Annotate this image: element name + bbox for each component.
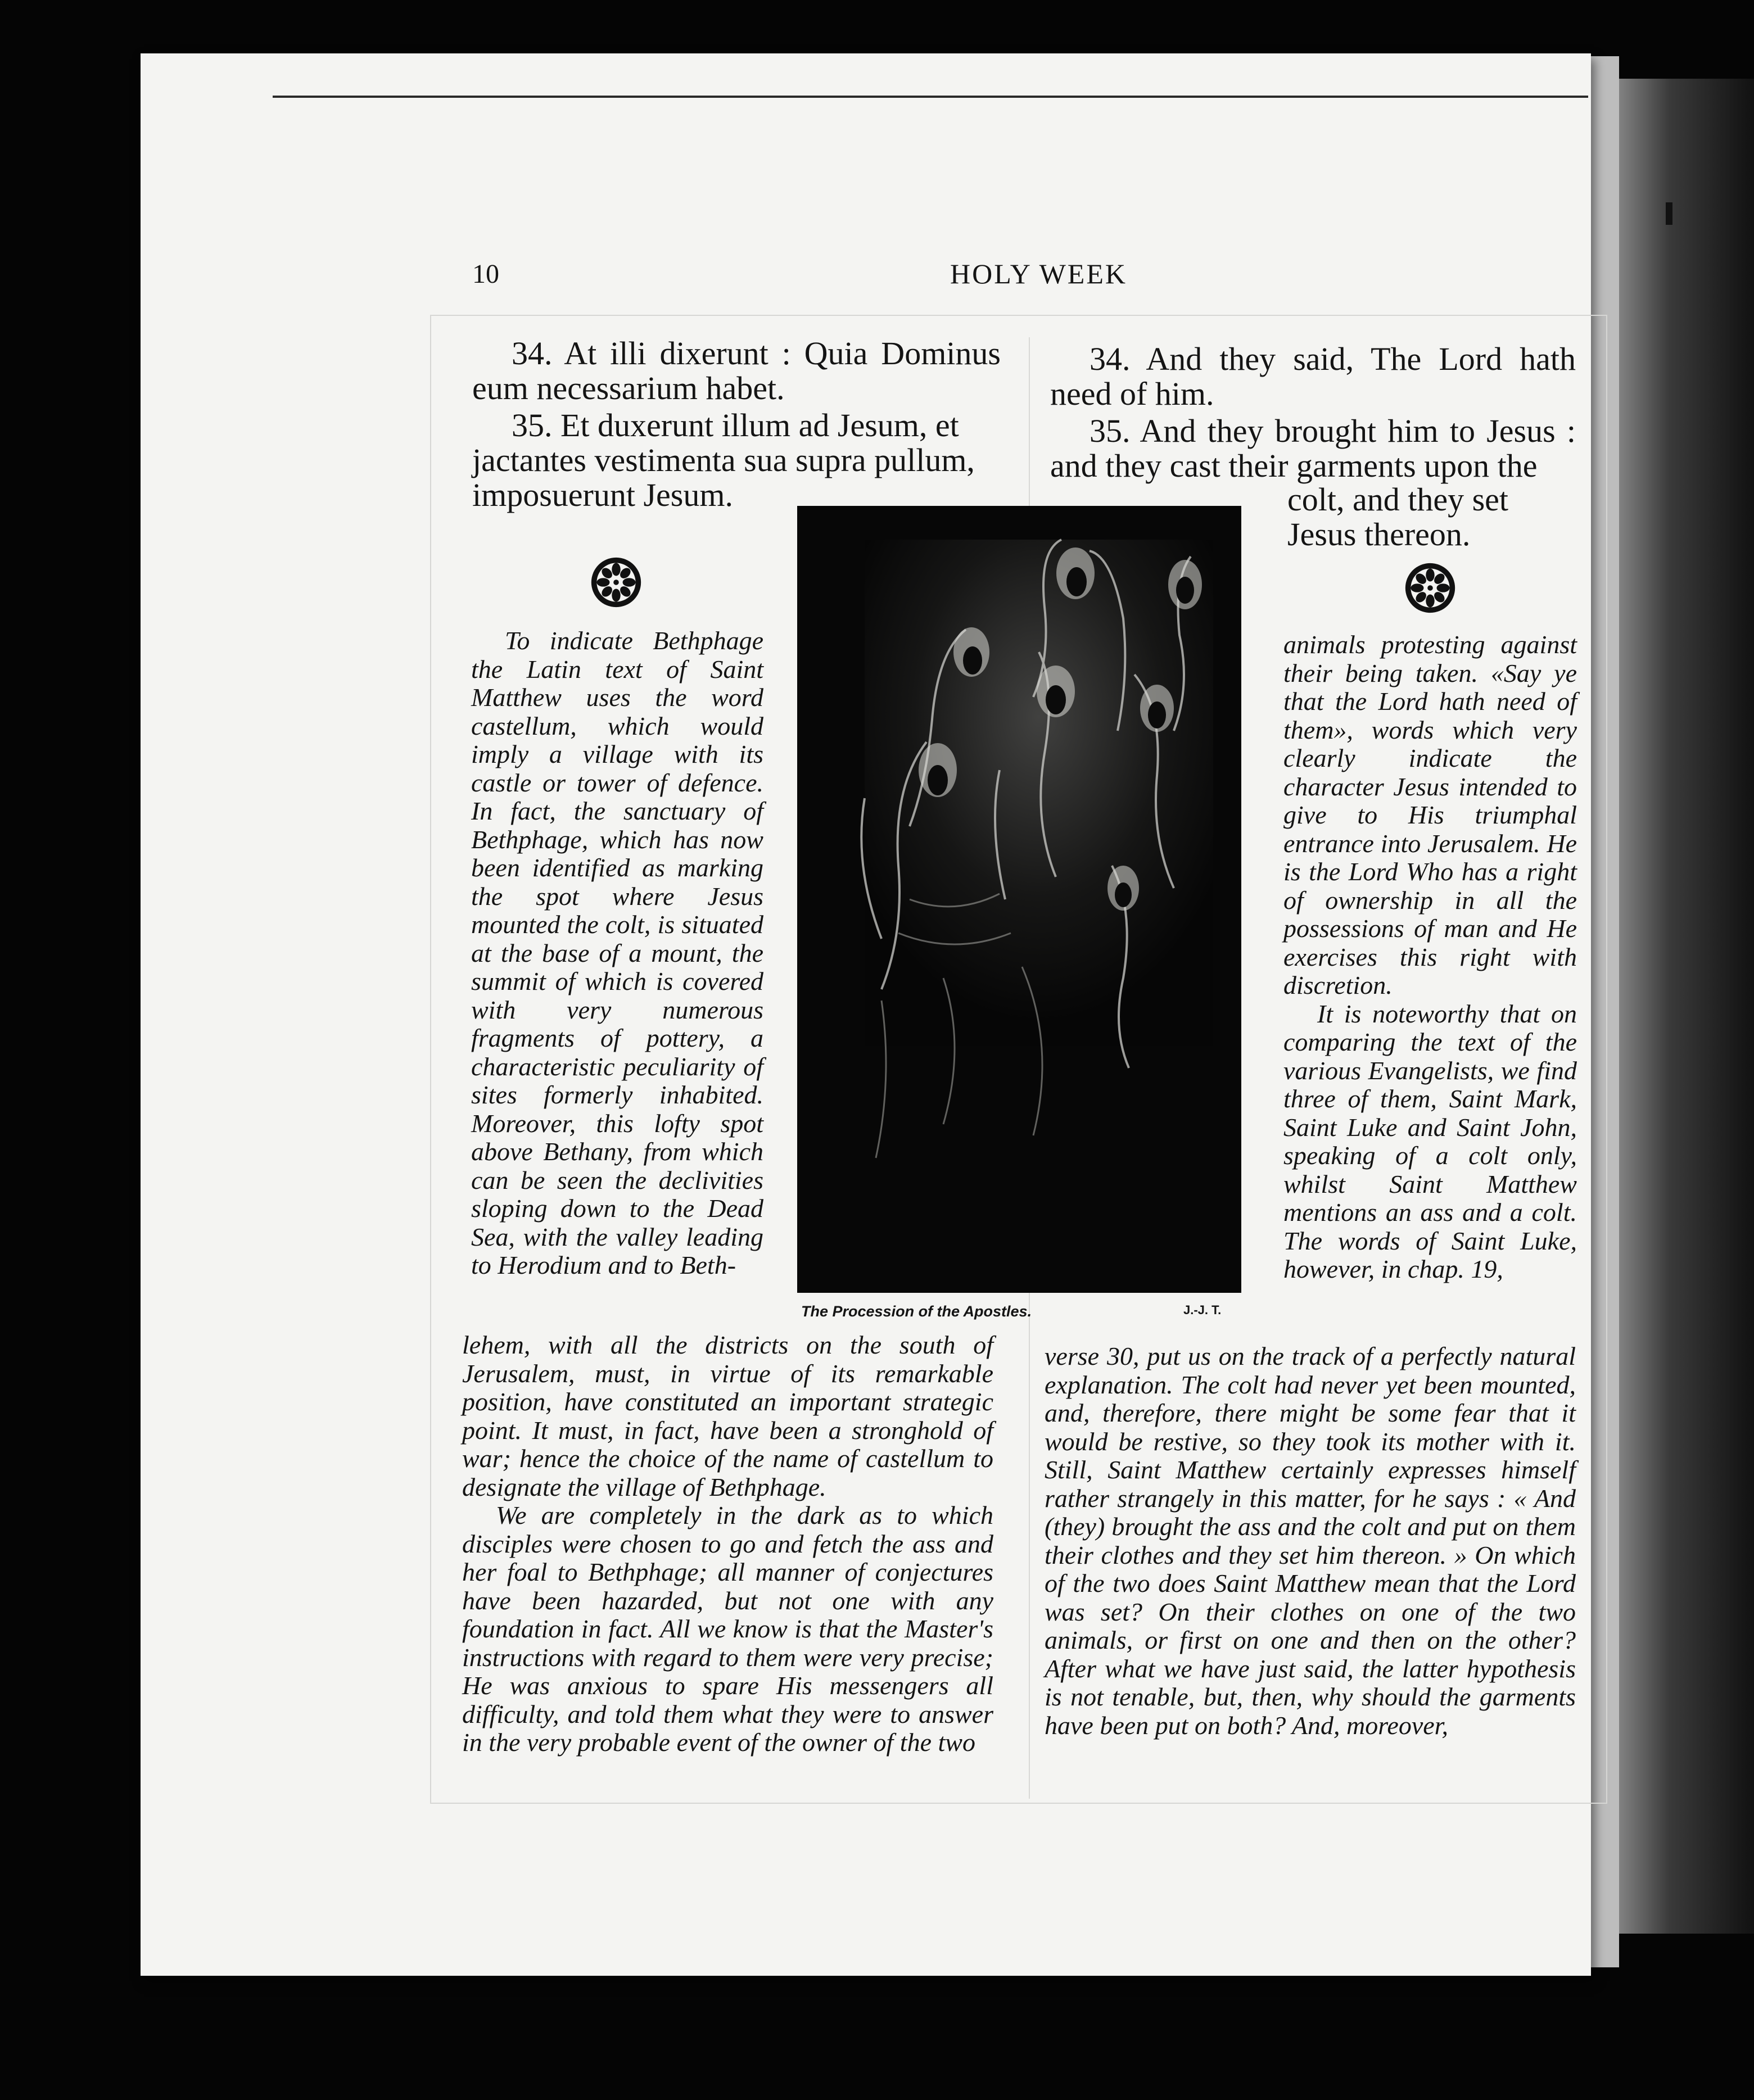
commentary-paragraph: It is noteworthy that on comparing the text of the various Evangelists, we find three of them, Saint Mark, Saint Luke and Saint John, speaking of a colt only, whilst Saint Matthew mentions an ass and a colt. The words of Saint Luke, however, in chap. 19, [1283,999,1577,1283]
latin-verse-35: 35. Et duxerunt illum ad Jesum, et jactantes vestimenta sua supra pullum, imposuerunt Jesum. [472,407,975,513]
commentary-paragraph: lehem, with all the districts on the south of Jerusalem, must, in virtue of its remarkable position, have constituted an important strategic point. It must, in fact, have been a stronghold of war; hence the choice of the name of castellum to designate the village of Bethphage. [462,1330,993,1501]
english-verse-35-tail: colt, and they set Jesus thereon. [1287,481,1509,553]
commentary-paragraph: We are completely in the dark as to which disciples were chosen to go and fetch the ass and her foal to Bethphage; all manner of conjectures have been hazarded, but not one with any foundation in fact. All we know is that the Master's instructions with regard to them were very precise; He was anxious to spare His messengers all difficulty, and told them what they were to answer in the very probable event of the owner of the two [462,1501,993,1757]
procession-illustration [797,506,1241,1293]
english-verse-34: 34. And they said, The Lord hath need of him. [1050,341,1576,412]
rosette-ornament-icon [1403,561,1457,615]
commentary-paragraph: animals protesting against their being taken. «Say ye that the Lord hath need of them», words which very clearly indicate the character Jesus intended to give to His triumphal entrance into Jerusalem. He is the Lord Who has a right of ownership in all the possessions of man and He exercises this right with discretion. [1283,630,1577,999]
rosette-ornament-icon [589,555,643,609]
page-edge-mark [1666,202,1672,225]
english-verse-35-tail-block [1287,482,1580,552]
figure-caption: The Procession of the Apostles. [801,1303,1032,1320]
commentary-paragraph: verse 30, put us on the track of a perfectly natural explanation. The colt had never yet been mounted, and, therefore, there might be some fear that it would be restive, so they took its mother with it. Still, Saint Matthew certainly expresses himself rather strangely in this matter, for he says : « And (they) brought the ass and the colt and put on them their clothes and they set him thereon. » On which of the two does Saint Matthew mean that the Lord was set? On their clothes on one of the two animals, or first on one and then on the other? After what we have just said, the latter hypothesis is not tenable, but, then, why should the garments have been put on both? And, moreover, [1045,1342,1576,1740]
adjacent-page-edge [1613,79,1754,1934]
commentary-paragraph: To indicate Bethphage the Latin text of Saint Matthew uses the word castellum, which would imply a village with its castle or tower of defence. In fact, the sanctuary of Bethphage, which has now been identified as marking the spot where Jesus mounted the colt, is situated at the base of a mount, the summit of which is covered with very numerous fragments of pottery, a characteristic peculiarity of sites formerly inhabited. Moreover, this lofty spot above Bethany, from which can be seen the declivities sloping down to the Dead Sea, with the valley leading to Herodium and to Beth- [471,626,763,1279]
page-number: 10 [472,259,499,289]
top-rule [273,96,1588,98]
commentary-right-wide [1045,1342,1576,1740]
latin-verses [472,336,1001,513]
commentary-right-narrow [1283,631,1577,1284]
english-verse-35: 35. And they brought him to Jesus : and they cast their garments upon the [1050,413,1576,484]
english-verses [1050,342,1576,483]
figure-credit: J.-J. T. [1183,1303,1222,1317]
commentary-left-wide [462,1331,993,1757]
running-title: HOLY WEEK [950,258,1127,289]
commentary-left-narrow [471,627,763,1280]
latin-verse-34: 34. At illi dixerunt : Quia Dominus eum necessarium habet. [472,335,1001,406]
